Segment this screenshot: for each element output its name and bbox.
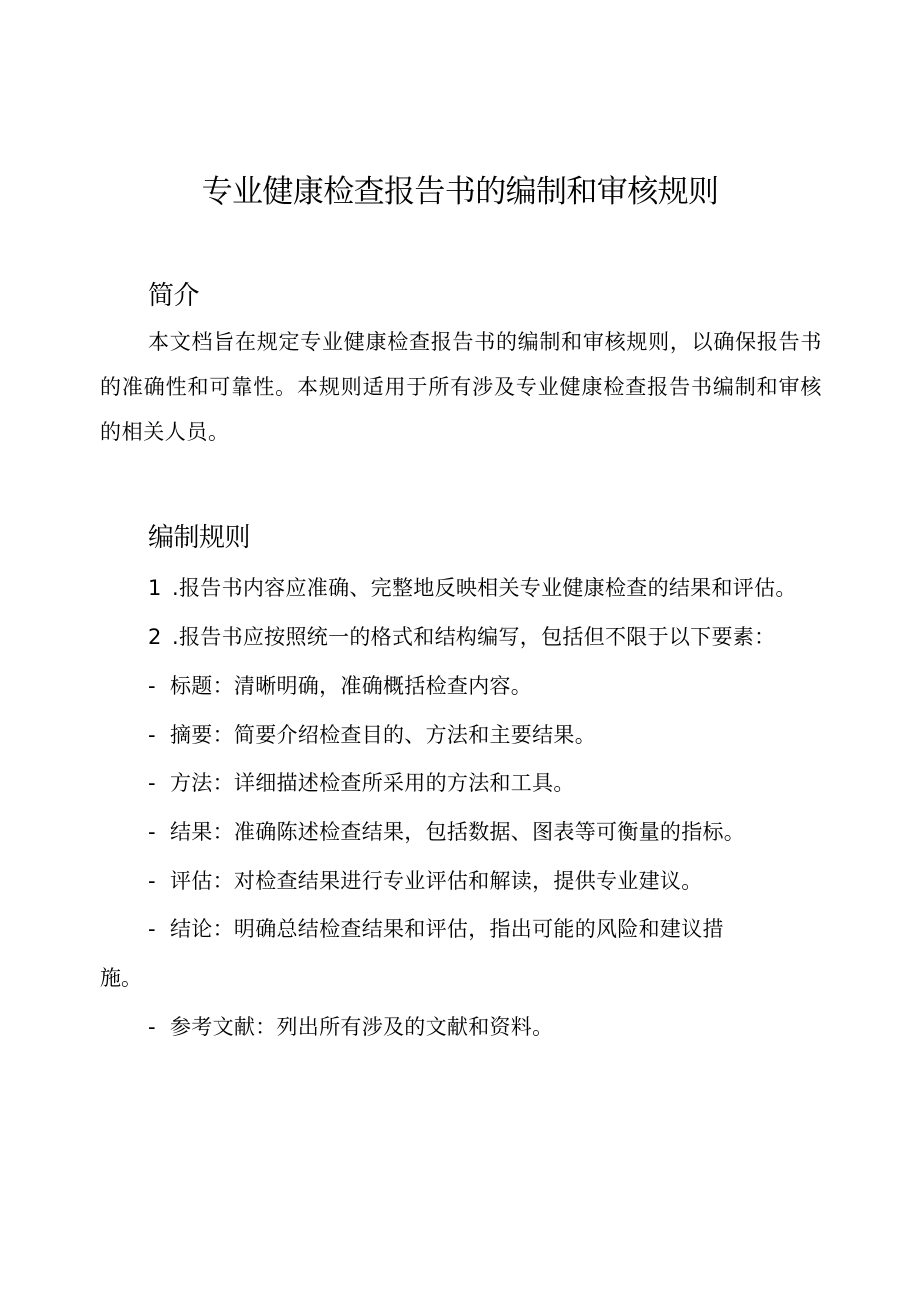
list-item-text: 评估：对检查结果进行专业评估和解读，提供专业建议。 bbox=[170, 869, 703, 893]
list-item-text: 摘要：简要介绍检查目的、方法和主要结果。 bbox=[170, 723, 596, 747]
bullet-dash: - bbox=[148, 820, 156, 844]
list-item-conclusion bbox=[148, 914, 724, 944]
bullet-dash: - bbox=[148, 917, 156, 941]
rule-number: 2 bbox=[148, 625, 162, 649]
rules-heading: 编制规则 bbox=[148, 523, 251, 553]
list-item-abstract bbox=[148, 720, 596, 750]
list-item-evaluation bbox=[148, 866, 703, 896]
bullet-dash: - bbox=[148, 723, 156, 747]
list-item-text: 参考文献：列出所有涉及的文献和资料。 bbox=[170, 1015, 554, 1039]
intro-heading: 简介 bbox=[148, 281, 200, 311]
document-title: 专业健康检查报告书的编制和审核规则 bbox=[201, 174, 719, 210]
list-item-conclusion-continued bbox=[100, 963, 142, 993]
list-item-text: 施。 bbox=[100, 966, 142, 990]
list-item-text: 标题：清晰明确，准确概括检查内容。 bbox=[170, 674, 533, 698]
rule-2 bbox=[148, 622, 775, 652]
list-item-references bbox=[148, 1012, 553, 1042]
list-item-text: 方法：详细描述检查所采用的方法和工具。 bbox=[170, 771, 575, 795]
list-item-method bbox=[148, 768, 575, 798]
list-item-text: 结果：准确陈述检查结果，包括数据、图表等可衡量的指标。 bbox=[170, 820, 746, 844]
bullet-dash: - bbox=[148, 1015, 156, 1039]
rule-1 bbox=[148, 573, 797, 603]
rule-text: .报告书内容应准确、完整地反映相关专业健康检查的结果和评估。 bbox=[172, 576, 797, 600]
bullet-dash: - bbox=[148, 869, 156, 893]
rule-number: 1 bbox=[148, 576, 162, 600]
bullet-dash: - bbox=[148, 674, 156, 698]
bullet-dash: - bbox=[148, 771, 156, 795]
list-item-title bbox=[148, 671, 532, 701]
intro-paragraph: 本文档旨在规定专业健康检查报告书的编制和审核规则，以确保报告书的准确性和可靠性。本规则适用于所有涉及专业健康检查报告书编制和审核的相关人员。 bbox=[100, 330, 822, 444]
list-item-text: 结论：明确总结检查结果和评估，指出可能的风险和建议措 bbox=[170, 917, 724, 941]
list-item-result bbox=[148, 817, 745, 847]
rule-text: .报告书应按照统一的格式和结构编写，包括但不限于以下要素： bbox=[172, 625, 776, 649]
